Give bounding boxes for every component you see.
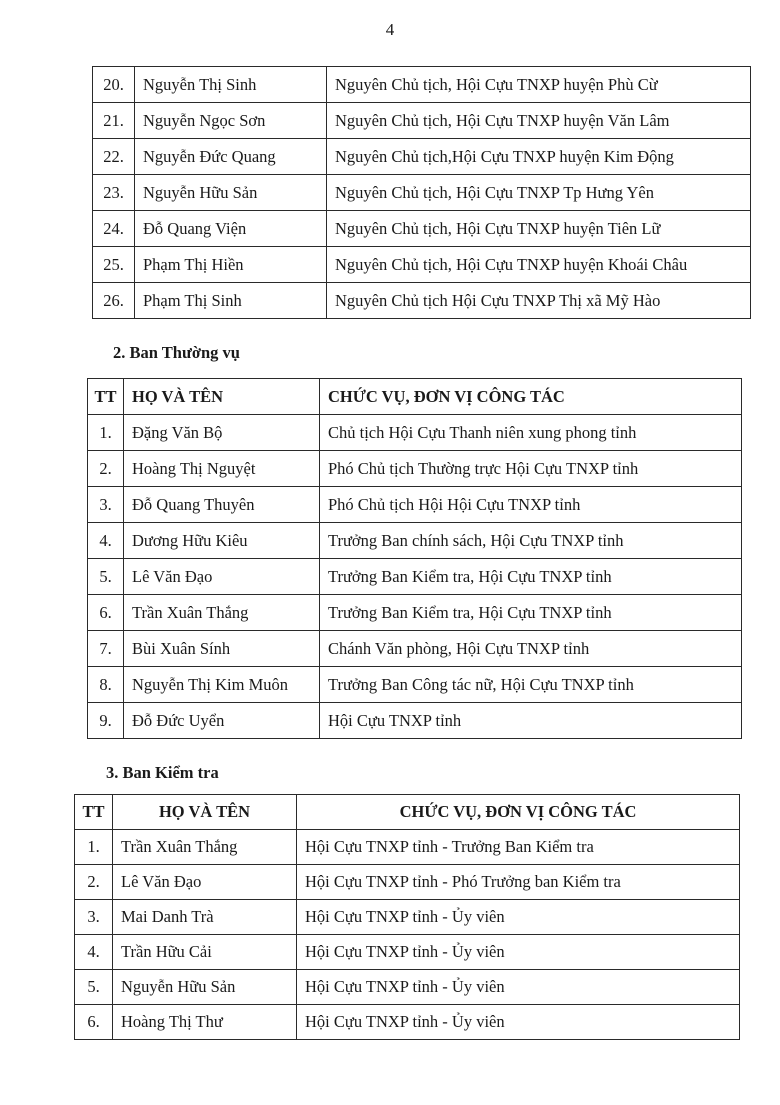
member-position: Nguyên Chủ tịch, Hội Cựu TNXP huyện Phù Cừ <box>327 67 751 103</box>
member-position: Hội Cựu TNXP tỉnh <box>320 703 742 739</box>
header-name: HỌ VÀ TÊN <box>113 795 297 830</box>
member-name: Đặng Văn Bộ <box>124 415 320 451</box>
member-position: Nguyên Chủ tịch, Hội Cựu TNXP huyện Khoái Châu <box>327 247 751 283</box>
member-name: Đỗ Quang Thuyên <box>124 487 320 523</box>
row-number: 3. <box>75 900 113 935</box>
member-position: Phó Chủ tịch Thường trực Hội Cựu TNXP tỉnh <box>320 451 742 487</box>
member-name: Nguyễn Thị Sinh <box>135 67 327 103</box>
row-number: 6. <box>88 595 124 631</box>
member-position: Nguyên Chủ tịch Hội Cựu TNXP Thị xã Mỹ Hào <box>327 283 751 319</box>
standing-committee-table <box>87 378 742 739</box>
row-number: 24. <box>93 211 135 247</box>
table-row <box>75 935 740 970</box>
table-row <box>88 451 742 487</box>
row-number: 2. <box>88 451 124 487</box>
table-row <box>93 103 751 139</box>
row-number: 22. <box>93 139 135 175</box>
header-position: CHỨC VỤ, ĐƠN VỊ CÔNG TÁC <box>297 795 740 830</box>
member-name: Nguyễn Thị Kim Muôn <box>124 667 320 703</box>
table-row <box>93 247 751 283</box>
row-number: 1. <box>75 830 113 865</box>
table-row <box>93 139 751 175</box>
row-number: 3. <box>88 487 124 523</box>
member-position: Chánh Văn phòng, Hội Cựu TNXP tỉnh <box>320 631 742 667</box>
member-name: Trần Xuân Thắng <box>124 595 320 631</box>
table-row <box>75 830 740 865</box>
table-row <box>93 211 751 247</box>
table-row <box>93 283 751 319</box>
header-position: CHỨC VỤ, ĐƠN VỊ CÔNG TÁC <box>320 379 742 415</box>
table-row <box>75 900 740 935</box>
member-position: Hội Cựu TNXP tỉnh - Ủy viên <box>297 935 740 970</box>
table-header-row <box>88 379 742 415</box>
row-number: 26. <box>93 283 135 319</box>
member-position: Hội Cựu TNXP tỉnh - Ủy viên <box>297 1005 740 1040</box>
row-number: 1. <box>88 415 124 451</box>
member-position: Nguyên Chủ tịch, Hội Cựu TNXP Tp Hưng Yên <box>327 175 751 211</box>
member-name: Trần Hữu Cải <box>113 935 297 970</box>
page-number: 4 <box>385 20 395 39</box>
row-number: 23. <box>93 175 135 211</box>
row-number: 4. <box>88 523 124 559</box>
table-row <box>88 595 742 631</box>
table-row <box>75 1005 740 1040</box>
row-number: 21. <box>93 103 135 139</box>
member-position: Hội Cựu TNXP tỉnh - Phó Trưởng ban Kiểm tra <box>297 865 740 900</box>
member-name: Nguyễn Ngọc Sơn <box>135 103 327 139</box>
row-number: 5. <box>75 970 113 1005</box>
table-header-row <box>75 795 740 830</box>
row-number: 6. <box>75 1005 113 1040</box>
member-name: Nguyễn Hữu Sản <box>135 175 327 211</box>
member-name: Lê Văn Đạo <box>113 865 297 900</box>
row-number: 25. <box>93 247 135 283</box>
row-number: 8. <box>88 667 124 703</box>
header-tt: TT <box>88 379 124 415</box>
row-number: 7. <box>88 631 124 667</box>
table-row <box>75 865 740 900</box>
table-row <box>88 415 742 451</box>
member-position: Nguyên Chủ tịch, Hội Cựu TNXP huyện Tiên Lữ <box>327 211 751 247</box>
member-position: Nguyên Chủ tịch,Hội Cựu TNXP huyện Kim Động <box>327 139 751 175</box>
row-number: 9. <box>88 703 124 739</box>
member-name: Đỗ Quang Viện <box>135 211 327 247</box>
member-position: Trưởng Ban Kiểm tra, Hội Cựu TNXP tỉnh <box>320 595 742 631</box>
section-title-inspection-committee: 3. Ban Kiểm tra <box>106 763 219 782</box>
member-name: Đỗ Đức Uyển <box>124 703 320 739</box>
table-row <box>88 667 742 703</box>
members-table-continued <box>92 66 751 319</box>
member-name: Hoàng Thị Thư <box>113 1005 297 1040</box>
row-number: 4. <box>75 935 113 970</box>
section-title-standing-committee: 2. Ban Thường vụ <box>113 343 240 362</box>
row-number: 2. <box>75 865 113 900</box>
member-position: Nguyên Chủ tịch, Hội Cựu TNXP huyện Văn Lâm <box>327 103 751 139</box>
table-row <box>88 631 742 667</box>
table-row <box>88 523 742 559</box>
member-name: Phạm Thị Hiền <box>135 247 327 283</box>
member-name: Dương Hữu Kiêu <box>124 523 320 559</box>
member-position: Hội Cựu TNXP tỉnh - Ủy viên <box>297 970 740 1005</box>
table-row <box>93 67 751 103</box>
member-name: Nguyễn Đức Quang <box>135 139 327 175</box>
row-number: 5. <box>88 559 124 595</box>
table-row <box>88 487 742 523</box>
table-row <box>88 559 742 595</box>
header-tt: TT <box>75 795 113 830</box>
inspection-committee-table <box>74 794 740 1040</box>
table-row <box>93 175 751 211</box>
member-position: Phó Chủ tịch Hội Hội Cựu TNXP tỉnh <box>320 487 742 523</box>
member-position: Hội Cựu TNXP tỉnh - Trưởng Ban Kiểm tra <box>297 830 740 865</box>
table-row <box>88 703 742 739</box>
member-name: Nguyễn Hữu Sản <box>113 970 297 1005</box>
member-position: Trưởng Ban Kiểm tra, Hội Cựu TNXP tỉnh <box>320 559 742 595</box>
row-number: 20. <box>93 67 135 103</box>
member-name: Phạm Thị Sinh <box>135 283 327 319</box>
header-name: HỌ VÀ TÊN <box>124 379 320 415</box>
member-name: Mai Danh Trà <box>113 900 297 935</box>
member-position: Trưởng Ban chính sách, Hội Cựu TNXP tỉnh <box>320 523 742 559</box>
member-position: Hội Cựu TNXP tỉnh - Ủy viên <box>297 900 740 935</box>
member-name: Lê Văn Đạo <box>124 559 320 595</box>
member-name: Trần Xuân Thắng <box>113 830 297 865</box>
member-position: Trưởng Ban Công tác nữ, Hội Cựu TNXP tỉnh <box>320 667 742 703</box>
member-name: Hoàng Thị Nguyệt <box>124 451 320 487</box>
table-row <box>75 970 740 1005</box>
member-position: Chủ tịch Hội Cựu Thanh niên xung phong tỉnh <box>320 415 742 451</box>
member-name: Bùi Xuân Sính <box>124 631 320 667</box>
